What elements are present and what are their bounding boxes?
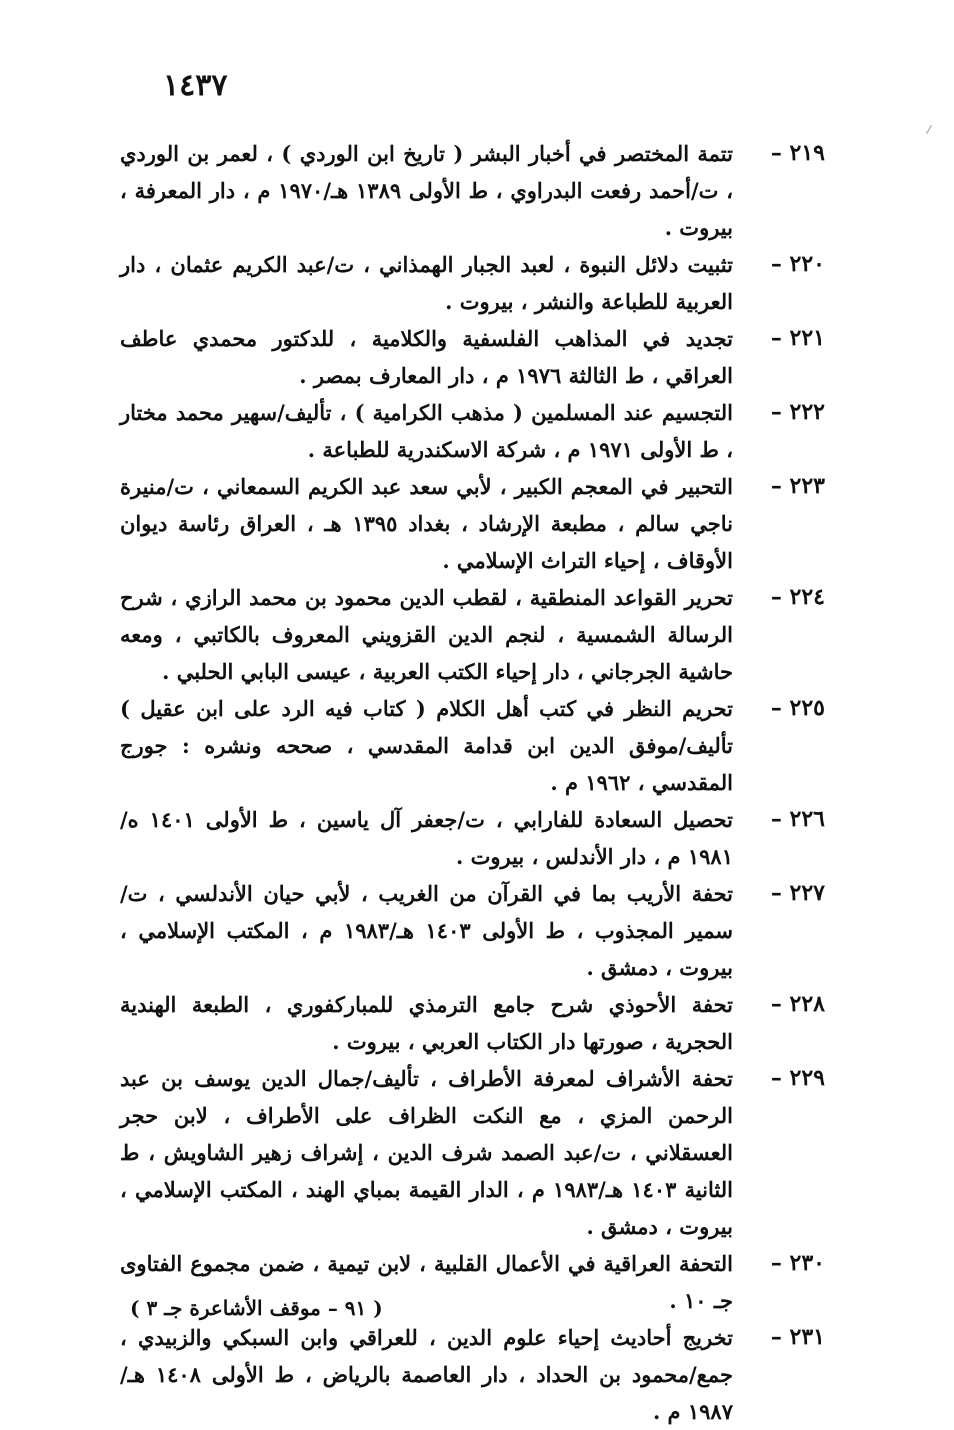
page-footer: ( ٩١ – موقف الأشاعرة جـ ٣ ) bbox=[130, 1296, 383, 1320]
entry-text: تخريج أحاديث إحياء علوم الدين ، للعراقي وابن السبكي والزبيدي ، جمع/محمود بن الحداد ، دار العاصمة بالرياض ، ط الأولى ١٤٠٨ هـ/١٩٨٧ م . bbox=[120, 1325, 733, 1424]
entry-text: التحبير في المعجم الكبير ، لأبي سعد عبد الكريم السمعاني ، ت/منيرة ناجي سالم ، مطبعة الإرشاد ، بغداد ١٣٩٥ هـ ، العراق رئاسة ديوان الأوقاف ، إحياء التراث الإسلامي . bbox=[120, 474, 733, 573]
entry-text: تجديد في المذاهب الفلسفية والكلامية ، للدكتور محمدي عاطف العراقي ، ط الثالثة ١٩٧٦ م ، دار المعارف بمصر . bbox=[120, 326, 733, 388]
entry-text: التجسيم عند المسلمين ( مذهب الكرامية ) ، تأليف/سهير محمد مختار ، ط الأولى ١٩٧١ م ، شركة الاسكندرية للطباعة . bbox=[120, 400, 733, 462]
entry-number: ٢٢٧ – bbox=[770, 880, 825, 906]
entry-number: ٢٢٩ – bbox=[770, 1065, 825, 1091]
bibliography-entry bbox=[120, 246, 825, 320]
entry-number: ٢٢٣ – bbox=[770, 473, 825, 499]
entry-number: ٢٢٢ – bbox=[770, 399, 825, 425]
bibliography-entry bbox=[120, 320, 825, 394]
bibliography-list bbox=[120, 135, 825, 1430]
bibliography-entry bbox=[120, 986, 825, 1060]
bibliography-entry bbox=[120, 801, 825, 875]
entry-text: تثبيت دلائل النبوة ، لعبد الجبار الهمذاني ، ت/عبد الكريم عثمان ، دار العربية للطباعة والنشر ، بيروت . bbox=[120, 252, 733, 314]
bibliography-entry bbox=[120, 468, 825, 579]
bibliography-entry bbox=[120, 394, 825, 468]
entry-text: تحرير القواعد المنطقية ، لقطب الدين محمود بن محمد الرازي ، شرح الرسالة الشمسية ، لنجم الدين القزويني المعروف بالكاتبي ، ومعه حاشية الجرجاني ، دار إحياء الكتب العربية ، عيسى البابي الحلبي . bbox=[120, 585, 733, 684]
entry-number: ٢٢٦ – bbox=[770, 806, 825, 832]
entry-number: ٢١٩ – bbox=[770, 140, 825, 166]
bibliography-entry bbox=[120, 1060, 825, 1245]
entry-text: تحريم النظر في كتب أهل الكلام ( كتاب فيه الرد على ابن عقيل ) تأليف/موفق الدين ابن قدامة المقدسي ، صححه ونشره : جورج المقدسي ، ١٩٦٢ م . bbox=[120, 696, 733, 795]
bibliography-entry bbox=[120, 690, 825, 801]
entry-number: ٢٢٠ – bbox=[770, 251, 825, 277]
entry-text: تحفة الأريب بما في القرآن من الغريب ، لأبي حيان الأندلسي ، ت/سمير المجذوب ، ط الأولى ١٤٠٣ هـ/١٩٨٣ م ، المكتب الإسلامي ، بيروت ، دمشق . bbox=[120, 881, 733, 980]
entry-text: تحفة الأشراف لمعرفة الأطراف ، تأليف/جمال الدين يوسف بن عبد الرحمن المزي ، مع النكت الظراف على الأطراف ، لابن حجر العسقلاني ، ت/عبد الصمد شرف الدين ، إشراف زهير الشاويش ، ط الثانية ١٤٠٣ هـ/١٩٨٣ م ، الدار القيمة بمباي الهند ، المكتب الإسلامي ، بيروت ، دمشق . bbox=[120, 1066, 733, 1239]
entry-number: ٢٢٥ – bbox=[770, 695, 825, 721]
entry-number: ٢٢١ – bbox=[770, 325, 825, 351]
entry-text: تحصيل السعادة للفارابي ، ت/جعفر آل ياسين ، ط الأولى ١٤٠١ ه/١٩٨١ م ، دار الأندلس ، بيروت . bbox=[120, 807, 733, 869]
entry-number: ٢٣١ – bbox=[770, 1324, 825, 1350]
entry-number: ٢٢٤ – bbox=[770, 584, 825, 610]
page-number: ١٤٣٧ bbox=[163, 68, 228, 103]
bibliography-entry bbox=[120, 1319, 825, 1430]
bibliography-entry bbox=[120, 135, 825, 246]
entry-number: ٢٢٨ – bbox=[770, 991, 825, 1017]
bibliography-entry bbox=[120, 579, 825, 690]
entry-text: تتمة المختصر في أخبار البشر ( تاريخ ابن الوردي ) ، لعمر بن الوردي ، ت/أحمد رفعت البدراوي ، ط الأولى ١٣٨٩ هـ/١٩٧٠ م ، دار المعرفة ، بيروت . bbox=[120, 141, 733, 240]
scan-mark bbox=[926, 125, 937, 137]
entry-text: التحفة العراقية في الأعمال القلبية ، لابن تيمية ، ضمن مجموع الفتاوى جـ ١٠ . bbox=[120, 1251, 733, 1313]
bibliography-entry bbox=[120, 875, 825, 986]
entry-text: تحفة الأحوذي شرح جامع الترمذي للمباركفوري ، الطبعة الهندية الحجرية ، صورتها دار الكتاب العربي ، بيروت . bbox=[120, 992, 733, 1054]
entry-number: ٢٣٠ – bbox=[770, 1250, 825, 1276]
